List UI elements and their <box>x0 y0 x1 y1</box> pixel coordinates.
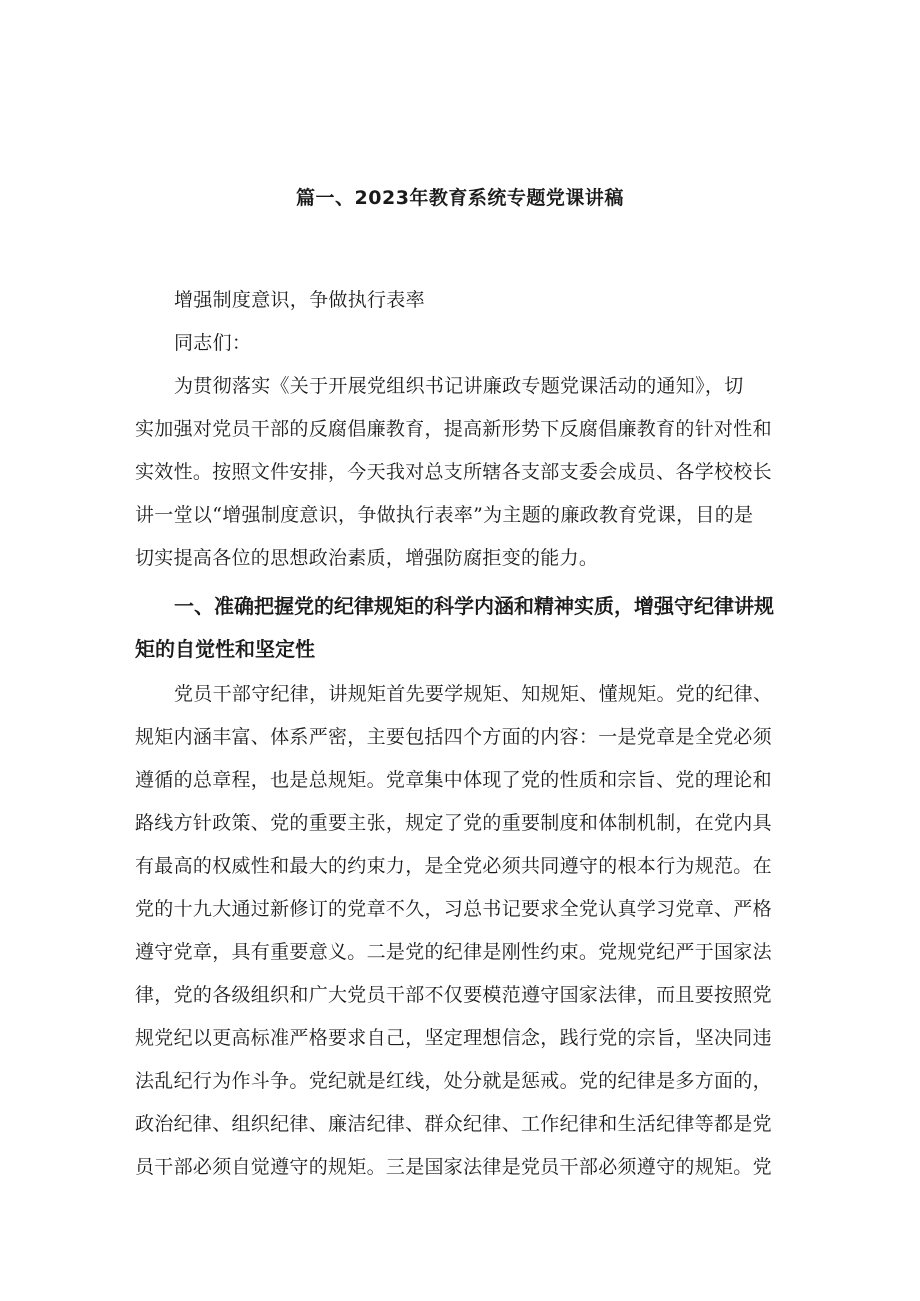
body-line: 政治纪律、组织纪律、廉洁纪律、群众纪律、工作纪律和生活纪律等都是党 <box>135 1113 772 1135</box>
salutation: 同志们： <box>174 332 252 354</box>
intro-line: 讲一堂以“增强制度意识，争做执行表率”为主题的廉政教育党课，目的是 <box>135 504 754 526</box>
body-line: 遵守党章，具有重要意义。二是党的纪律是刚性约束。党规党纪严于国家法 <box>135 941 772 963</box>
body-line: 有最高的权威性和最大的约束力，是全党必须共同遵守的根本行为规范。在 <box>135 855 772 877</box>
intro-line: 为贯彻落实《关于开展党组织书记讲廉政专题党课活动的通知》，切 <box>174 375 744 397</box>
intro-line: 实加强对党员干部的反腐倡廉教育，提高新形势下反腐倡廉教育的针对性和 <box>135 418 772 440</box>
body-line: 规党纪以更高标准严格要求自己，坚定理想信念，践行党的宗旨，坚决同违 <box>135 1027 772 1049</box>
section-heading-line: 矩的自觉性和坚定性 <box>135 637 315 661</box>
intro-line: 切实提高各位的思想政治素质，增强防腐拒变的能力。 <box>135 547 599 569</box>
document-title: 篇一、2023年教育系统专题党课讲稿 <box>296 187 624 209</box>
body-line: 规矩内涵丰富、体系严密，主要包括四个方面的内容：一是党章是全党必须 <box>135 726 772 748</box>
section-heading-line: 一、准确把握党的纪律规矩的科学内涵和精神实质，增强守纪律讲规 <box>174 594 774 618</box>
body-line: 路线方针政策、党的重要主张，规定了党的重要制度和体制机制，在党内具 <box>135 812 772 834</box>
body-line: 党员干部守纪律，讲规矩首先要学规矩、知规矩、懂规矩。党的纪律、 <box>174 683 773 705</box>
body-line: 遵循的总章程，也是总规矩。党章集中体现了党的性质和宗旨、党的理论和 <box>135 769 772 791</box>
intro-line: 实效性。按照文件安排，今天我对总支所辖各支部支委会成员、各学校校长 <box>135 461 772 483</box>
body-line: 党的十九大通过新修订的党章不久，习总书记要求全党认真学习党章、严格 <box>135 898 772 920</box>
subtitle: 增强制度意识，争做执行表率 <box>174 289 425 311</box>
body-line: 律，党的各级组织和广大党员干部不仅要模范遵守国家法律，而且要按照党 <box>135 984 772 1006</box>
body-line: 员干部必须自觉遵守的规矩。三是国家法律是党员干部必须遵守的规矩。党 <box>135 1156 772 1178</box>
body-line: 法乱纪行为作斗争。党纪就是红线，处分就是惩戒。党的纪律是多方面的， <box>135 1070 772 1092</box>
